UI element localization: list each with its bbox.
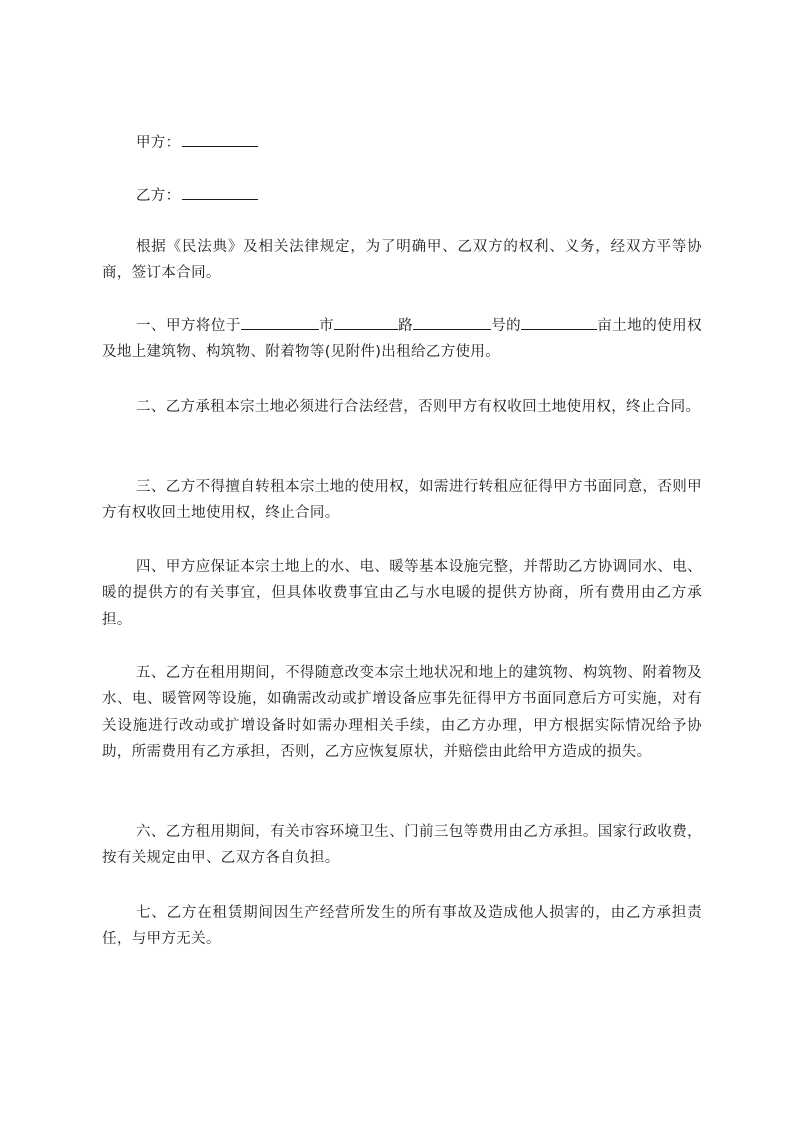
party-a-blank — [182, 132, 258, 147]
clause-3-paragraph: 三、乙方不得擅自转租本宗土地的使用权，如需进行转租应征得甲方书面同意，否则甲方有权收回土地使用权，终止合同。 — [102, 479, 702, 522]
clause-1-text-1: 一、甲方将位于 — [136, 318, 241, 334]
party-a-label: 甲方： — [136, 135, 181, 151]
clause-6-paragraph: 六、乙方租用期间，有关市容环境卫生、门前三包等费用由乙方承担。国家行政收费，按有关规定由甲、乙双方各自负担。 — [102, 824, 702, 867]
party-b-line — [136, 185, 258, 206]
clause-5-paragraph: 五、乙方在租用期间，不得随意改变本宗土地状况和地上的建筑物、构筑物、附着物及水、电、暖管网等设施，如确需改动或扩增设备应事先征得甲方书面同意后方可实施，对有关设施进行改动或扩增设备时如需办理相关手续，由乙方办理，甲方根据实际情况给予协助，所需费用有乙方承担，否则，乙方应恢复原状，并赔偿由此给甲方造成的损失。 — [102, 665, 702, 761]
clause-4-paragraph: 四、甲方应保证本宗土地上的水、电、暖等基本设施完整，并帮助乙方协调同水、电、暖的提供方的有关事宜，但具体收费事宜由乙与水电暖的提供方协商，所有费用由乙方承担。 — [102, 559, 702, 628]
city-blank — [241, 315, 319, 330]
clause-1-text-4: 号的 — [491, 318, 522, 334]
road-blank — [334, 315, 398, 330]
clause-1-text-2: 市 — [318, 318, 334, 334]
party-b-blank — [182, 185, 258, 200]
number-blank — [413, 315, 491, 330]
area-blank — [521, 315, 597, 330]
party-a-line — [136, 132, 258, 153]
party-b-label: 乙方： — [136, 188, 181, 204]
clause-1-text-3: 路 — [397, 318, 414, 334]
clause-1-paragraph — [102, 313, 702, 366]
clause-1-text-5: 亩土地的使用权及地上建筑物、构筑物、附着物等(见附件)出租给乙方使用。 — [102, 318, 702, 361]
clause-2-paragraph: 二、乙方承租本宗土地必须进行合法经营，否则甲方有权收回土地使用权，终止合同。 — [136, 399, 701, 415]
intro-paragraph: 根据《民法典》及相关法律规定，为了明确甲、乙双方的权利、义务，经双方平等协商，签订本合同。 — [102, 239, 702, 282]
clause-7-paragraph: 七、乙方在租赁期间因生产经营所发生的所有事故及造成他人损害的，由乙方承担责任，与甲方无关。 — [102, 905, 702, 948]
